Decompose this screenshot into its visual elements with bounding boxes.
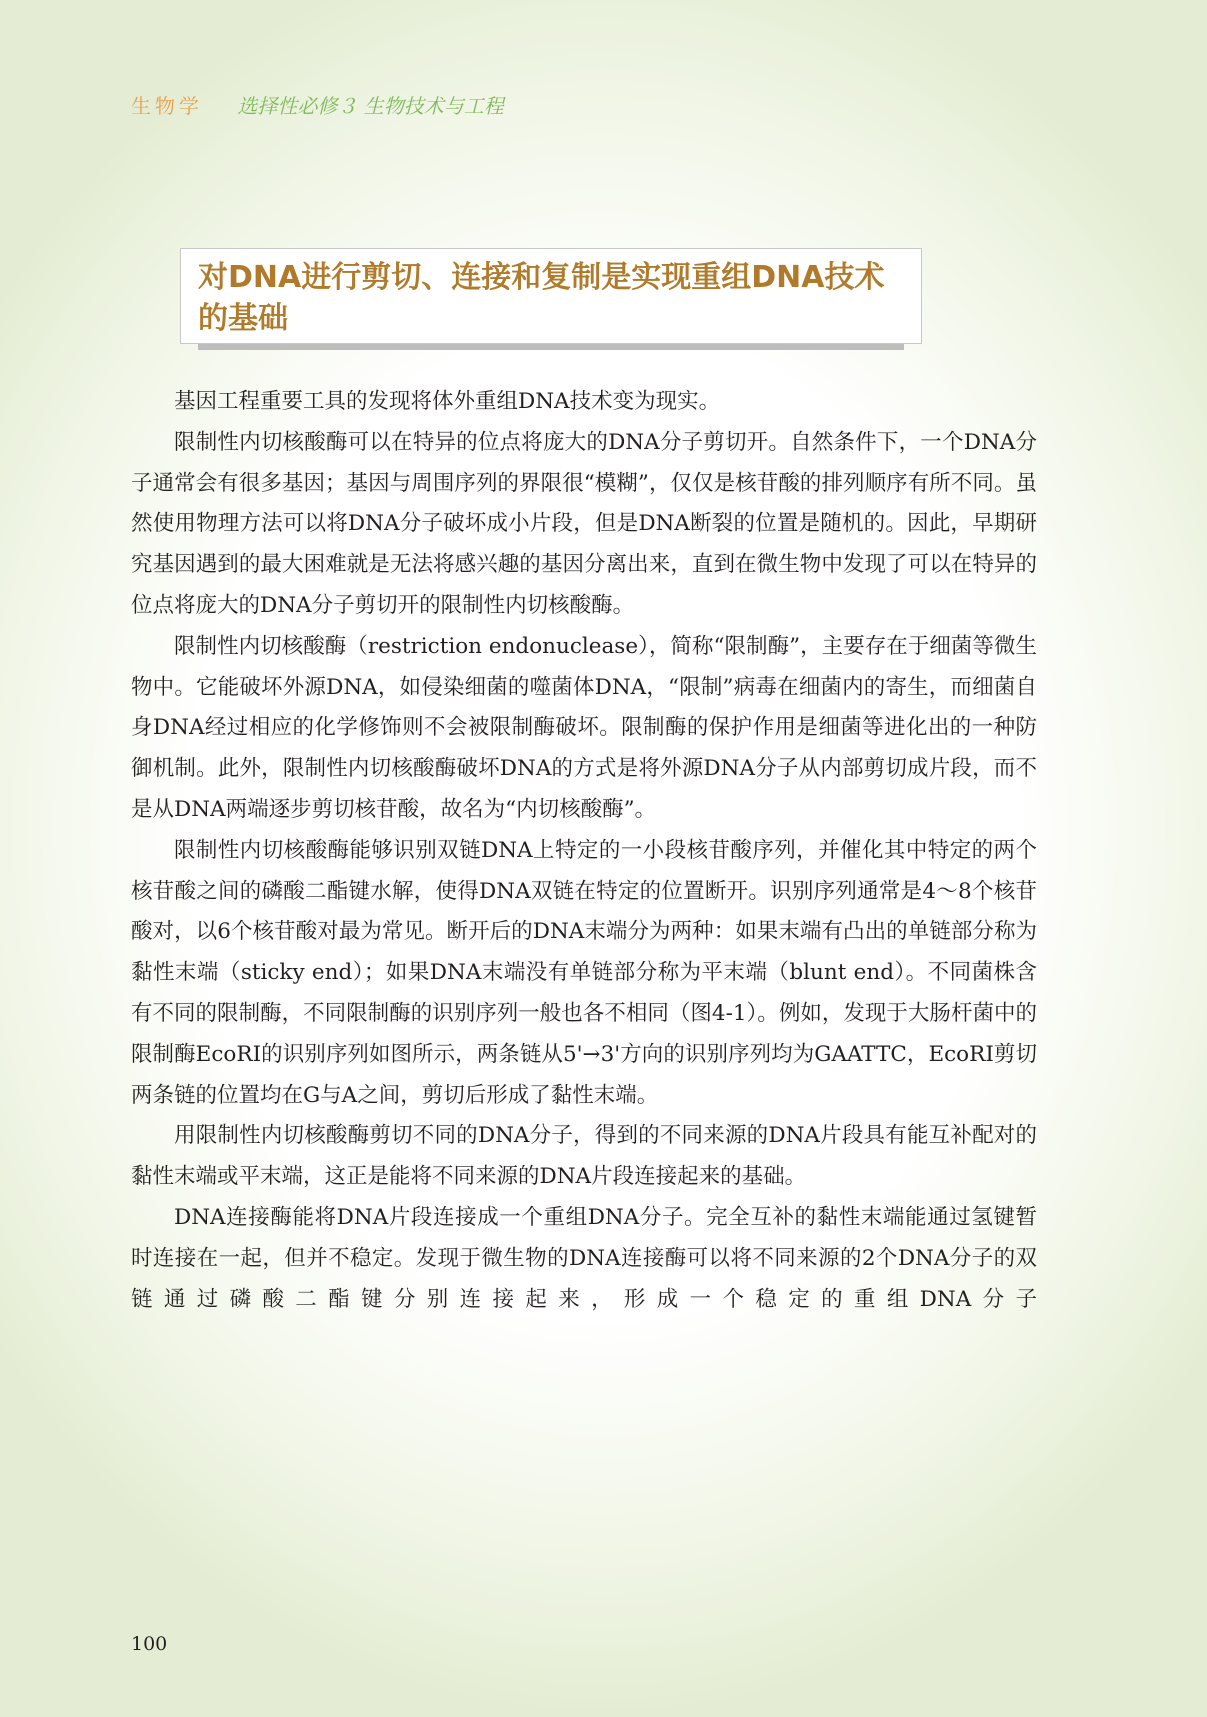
running-head (131, 92, 504, 120)
paragraph-2: 限制性内切核酸酶可以在特异的位点将庞大的DNA分子剪切开。自然条件下，一个DNA分子通常会有很多基因；基因与周围序列的界限很“模糊”，仅仅是核苷酸的排列顺序有所不同。虽然使用物理方法可以将DNA分子破坏成小片段，但是DNA断裂的位置是随机的。因此，早期研究基因遇到的最大困难就是无法将感兴趣的基因分离出来，直到在微生物中发现了可以在特异的位点将庞大的DNA分子剪切开的限制性内切核酸酶。 (131, 429, 1037, 618)
header-subject: 生物学 (131, 94, 203, 118)
header-book-title: 选择性必修３ 生物技术与工程 (237, 94, 504, 118)
paragraph-4: 限制性内切核酸酶能够识别双链DNA上特定的一小段核苷酸序列，并催化其中特定的两个核苷酸之间的磷酸二酯键水解，使得DNA双链在特定的位置断开。识别序列通常是4～8个核苷酸对，以6个核苷酸对最为常见。断开后的DNA末端分为两种：如果末端有凸出的单链部分称为黏性末端（sticky end）；如果DNA末端没有单链部分称为平末端（blunt end）。不同菌株含有不同的限制酶，不同限制酶的识别序列一般也各不相同（图4-1）。例如，发现于大肠杆菌中的限制酶EcoRⅠ的识别序列如图所示，两条链从5'→3'方向的识别序列均为GAATTC，EcoRⅠ剪切两条链的位置均在G与A之间，剪切后形成了黏性末端。 (131, 837, 1037, 1108)
section-title: 对DNA进行剪切、连接和复制是实现重组DNA技术的基础 (198, 260, 885, 336)
paragraph-5: 用限制性内切核酸酶剪切不同的DNA分子，得到的不同来源的DNA片段具有能互补配对的黏性末端或平末端，这正是能将不同来源的DNA片段连接起来的基础。 (131, 1123, 1037, 1190)
paragraph-6: DNA连接酶能将DNA片段连接成一个重组DNA分子。完全互补的黏性末端能通过氢键暂时连接在一起，但并不稳定。发现于微生物的DNA连接酶可以将不同来源的2个DNA分子的双链通过磷酸二酯键分别连接起来，形成一个稳定的重组DNA分子 (131, 1204, 1037, 1312)
page-number: 100 (131, 1633, 168, 1655)
body-text (131, 382, 1037, 1320)
section-title-box (180, 248, 922, 344)
paragraph-3: 限制性内切核酸酶（restriction endonuclease），简称“限制酶”，主要存在于细菌等微生物中。它能破坏外源DNA，如侵染细菌的噬菌体DNA，“限制”病毒在细菌内的寄生，而细菌自身DNA经过相应的化学修饰则不会被限制酶破坏。限制酶的保护作用是细菌等进化出的一种防御机制。此外，限制性内切核酸酶破坏DNA的方式是将外源DNA分子从内部剪切成片段，而不是从DNA两端逐步剪切核苷酸，故名为“内切核酸酶”。 (131, 633, 1037, 822)
section-title-shadow (198, 344, 904, 350)
paragraph-1: 基因工程重要工具的发现将体外重组DNA技术变为现实。 (174, 389, 721, 414)
